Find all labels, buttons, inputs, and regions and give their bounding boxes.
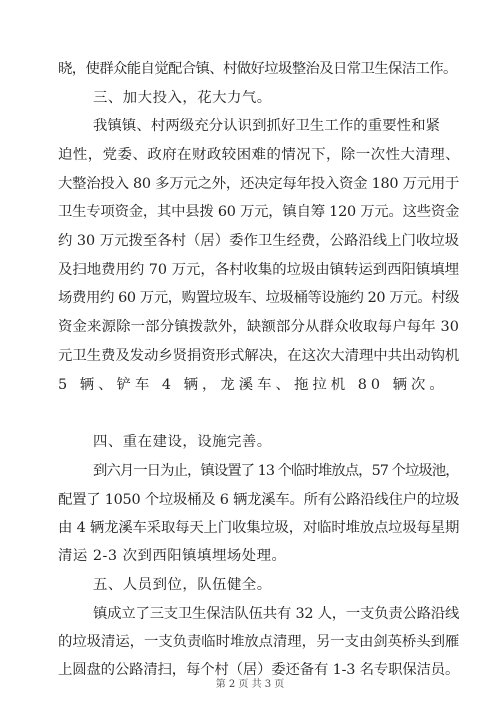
text-line: 上圆盘的公路清扫，每个村（居）委还备有 1-3 名专职保洁员。 xyxy=(58,662,460,678)
text-line: 5 辆、铲车 4 辆，龙溪车、拖拉机 80 辆次。 xyxy=(58,377,448,393)
text-line: 由 4 辆龙溪车采取每天上门收集垃圾，对临时堆放点垃圾每星期 xyxy=(58,520,460,536)
text-line: 的垃圾清运，一支负责临时堆放点清理，另一支由剑英桥头到雁 xyxy=(58,634,460,650)
text-line: 到六月一日为止，镇设置了 13 个临时堆放点，57 个垃圾池， xyxy=(93,463,459,479)
text-line: 及扫地费用约 70 万元，各村收集的垃圾由镇转运到西阳镇填埋 xyxy=(58,262,460,278)
text-line: 资金来源除一部分镇拨款外，缺额部分从群众收取每户每年 30 xyxy=(58,319,460,335)
heading-line: 五、人员到位，队伍健全。 xyxy=(93,577,272,593)
text-line: 配置了 1050 个垃圾桶及 6 辆龙溪车。所有公路沿线住户的垃圾 xyxy=(58,492,460,508)
text-line: 大整治投入 80 多万元之外，还决定每年投入资金 180 万元用于 xyxy=(58,176,460,192)
text-line: 我镇镇、村两级充分认识到抓好卫生工作的重要性和紧 xyxy=(93,118,441,134)
text-line: 场费用约 60 万元，购置垃圾车、垃圾桶等设施约 20 万元。村级 xyxy=(58,290,460,306)
text-line: 约 30 万元拨至各村（居）委作卫生经费，公路沿线上门收垃圾 xyxy=(58,233,460,249)
text-line: 晓，使群众能自觉配合镇、村做好垃圾整治及日常卫生保洁工作。 xyxy=(58,61,457,77)
page-footer: 第 2 页 共 3 页 xyxy=(215,679,285,690)
text-line: 卫生专项资金，其中县拨 60 万元，镇自筹 120 万元。这些资金 xyxy=(58,204,460,220)
text-line: 清运 2-3 次到西阳镇填埋场处理。 xyxy=(58,548,287,564)
text-line: 迫性，党委、政府在财政较困难的情况下，除一次性大清理、 xyxy=(58,147,461,163)
text-line: 元卫生费及发动乡贤捐资形式解决，在这次大清理中共出动钩机 xyxy=(58,348,460,364)
heading-line: 四、重在建设，设施完善。 xyxy=(93,434,272,450)
text-line: 镇成立了三支卫生保洁队伍共有 32 人，一支负责公路沿线 xyxy=(93,606,460,622)
heading-line: 三、加大投入，花大力气。 xyxy=(93,90,272,106)
